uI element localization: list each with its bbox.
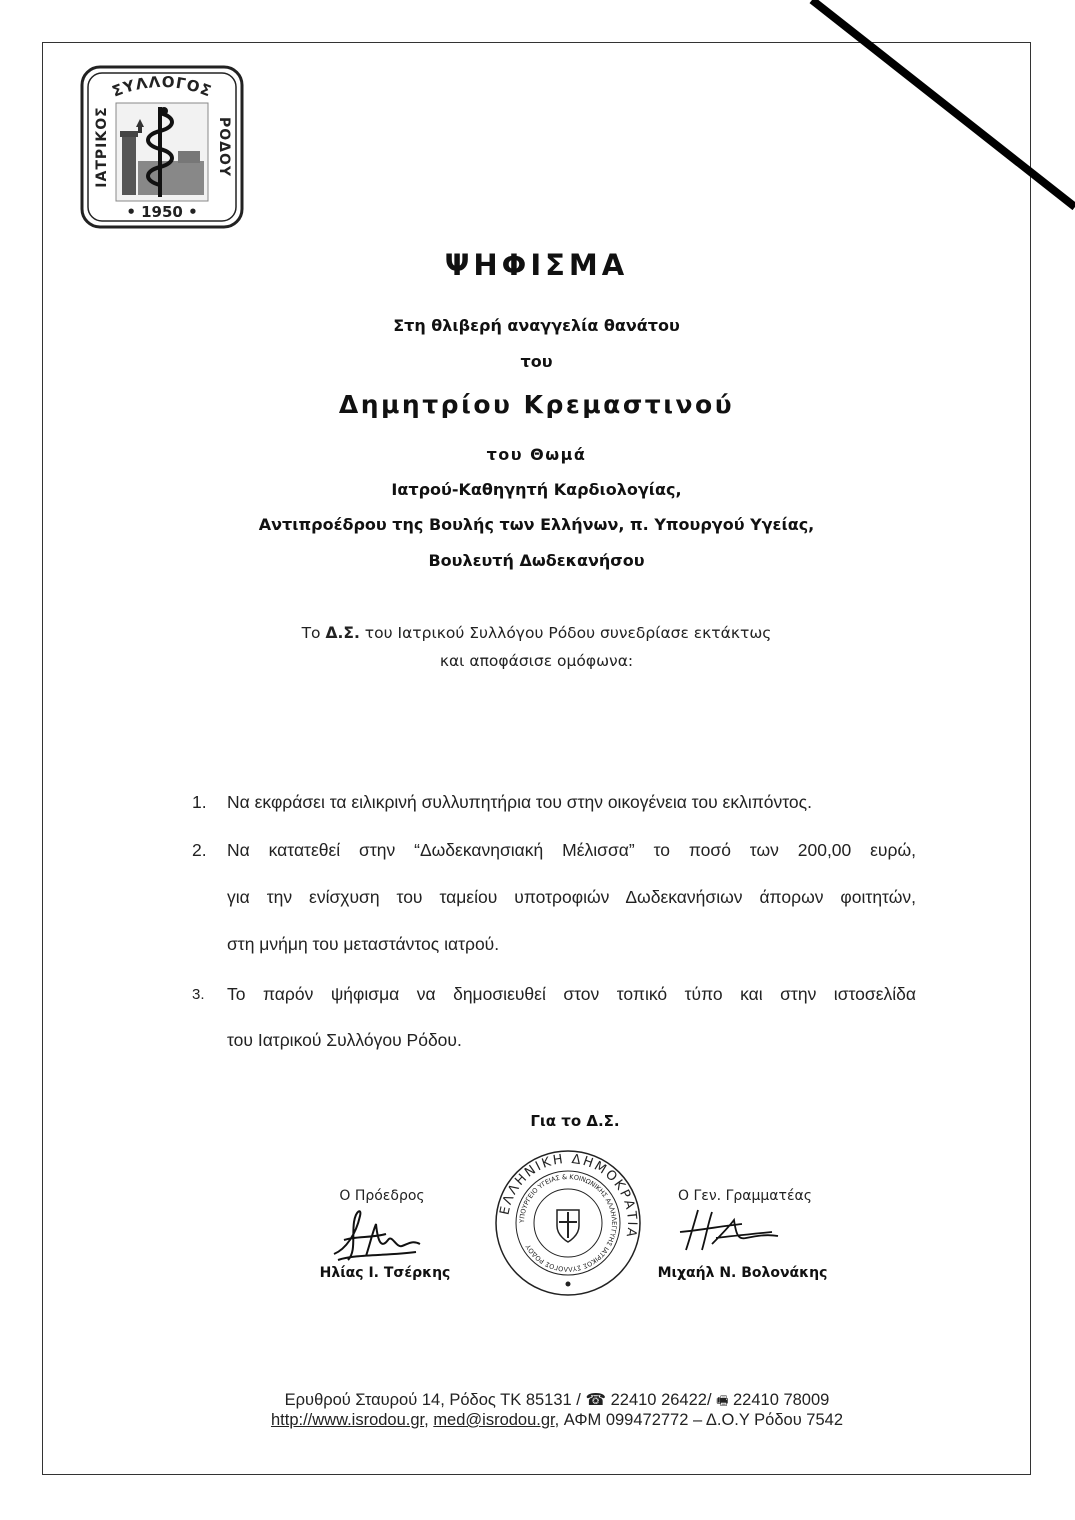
deceased-name: Δημητρίου Κρεμαστινού [338, 390, 735, 419]
intro-line-1: Το Δ.Σ. του Ιατρικού Συλλόγου Ρόδου συνεδρίασε εκτάκτως [301, 624, 772, 642]
seal-inner-text: ΥΠΟΥΡΓΕΙΟ ΥΓΕΙΑΣ & ΚΟΙΝΩΝΙΚΗΣ ΑΛΛΗΛΕΓΓΥΗΣ ΙΑΤΡΙΚΟΣ ΣΥΛΛΟΓΟΣ ΡΟΔΟΥ [517, 1172, 619, 1274]
secretary-role: Ο Γεν. Γραμματέας [678, 1188, 812, 1204]
intro-line-2: και αποφάσισε ομόφωνα: [439, 652, 634, 670]
father-name: του Θωμά [486, 445, 587, 464]
role-line-3: Βουλευτή Δωδεκανήσου [428, 551, 645, 570]
list-item-continuation: του Ιατρικού Συλλόγου Ρόδου. [227, 1030, 462, 1050]
announcement-line: Στη θλιβερή αναγγελία θανάτου [393, 316, 680, 335]
phone-icon: ☎ [585, 1391, 607, 1409]
list-item-continuation: στη μνήμη του μεταστάντος ιατρού. [227, 934, 500, 954]
document-title: ΨΗΦΙΣΜΑ [444, 248, 629, 282]
logo-text-left: ΙΑΤΡΙΚΟΣ [94, 106, 110, 188]
footer-address: Ερυθρού Σταυρού 14, Ρόδος ΤΚ 85131 / [284, 1391, 586, 1409]
role-line-1: Ιατρού-Καθηγητή Καρδιολογίας, [391, 480, 682, 499]
website-link[interactable]: http://www.isrodou.gr [270, 1411, 425, 1429]
secretary-signature [672, 1204, 782, 1254]
medical-association-logo [80, 65, 244, 229]
fax-icon: 🖷 [716, 1393, 729, 1408]
logo-text-right: ΡΟΔΟΥ [216, 116, 232, 178]
president-role: Ο Πρόεδρος [339, 1188, 425, 1204]
list-item-continuation: για την ενίσχυση του ταμείου υποτροφιών Δωδεκανήσιων άπορων φοιτητών, [227, 887, 916, 907]
list-item: 1. Να εκφράσει τα ειλικρινή συλλυπητήρια του στην οικογένεια του εκλιπόντος. [192, 792, 812, 812]
list-item: 2. Να κατατεθεί στην “Δωδεκανησιακή Μέλισσα” το ποσό των 200,00 ευρώ, [192, 840, 916, 860]
president-name: Ηλίας Ι. Τσέρκης [319, 1265, 451, 1281]
secretary-name: Μιχαήλ Ν. Βολονάκης [657, 1265, 828, 1281]
email-link[interactable]: med@isrodou.gr [433, 1411, 555, 1429]
svg-text:ΣΥΛΛΟΓΟΣ [110, 73, 215, 101]
footer-phone: 22410 26422/ [606, 1391, 717, 1409]
logo-year: • 1950 • [126, 203, 198, 221]
footer-fax: 22410 78009 [728, 1391, 830, 1409]
logo-text-top: ΣΥΛΛΟΓΟΣ [109, 72, 215, 101]
list-item: 3. Το παρόν ψήφισμα να δημοσιευθεί στον τοπικό τύπο και στην ιστοσελίδα [192, 984, 916, 1004]
board-abbrev: Δ.Σ. [325, 624, 360, 642]
seal-outer-text: ΕΛΛΗΝΙΚΗ ΔΗΜΟΚΡΑΤΙΑ [497, 1151, 640, 1240]
president-signature [326, 1204, 426, 1264]
footer-tax: , ΑΦΜ 099472772 – Δ.Ο.Υ Ρόδου 7542 [554, 1411, 844, 1429]
of-line: του [520, 352, 553, 371]
official-seal [493, 1148, 643, 1298]
for-board-label: Για το Δ.Σ. [530, 1112, 620, 1130]
footer-contact-line: http://www.isrodou.gr, med@isrodou.gr, ΑΦΜ 099472772 – Δ.Ο.Υ Ρόδου 7542 [270, 1411, 844, 1429]
role-line-2: Αντιπροέδρου της Βουλής των Ελλήνων, π. Υπουργού Υγείας, [258, 515, 815, 534]
